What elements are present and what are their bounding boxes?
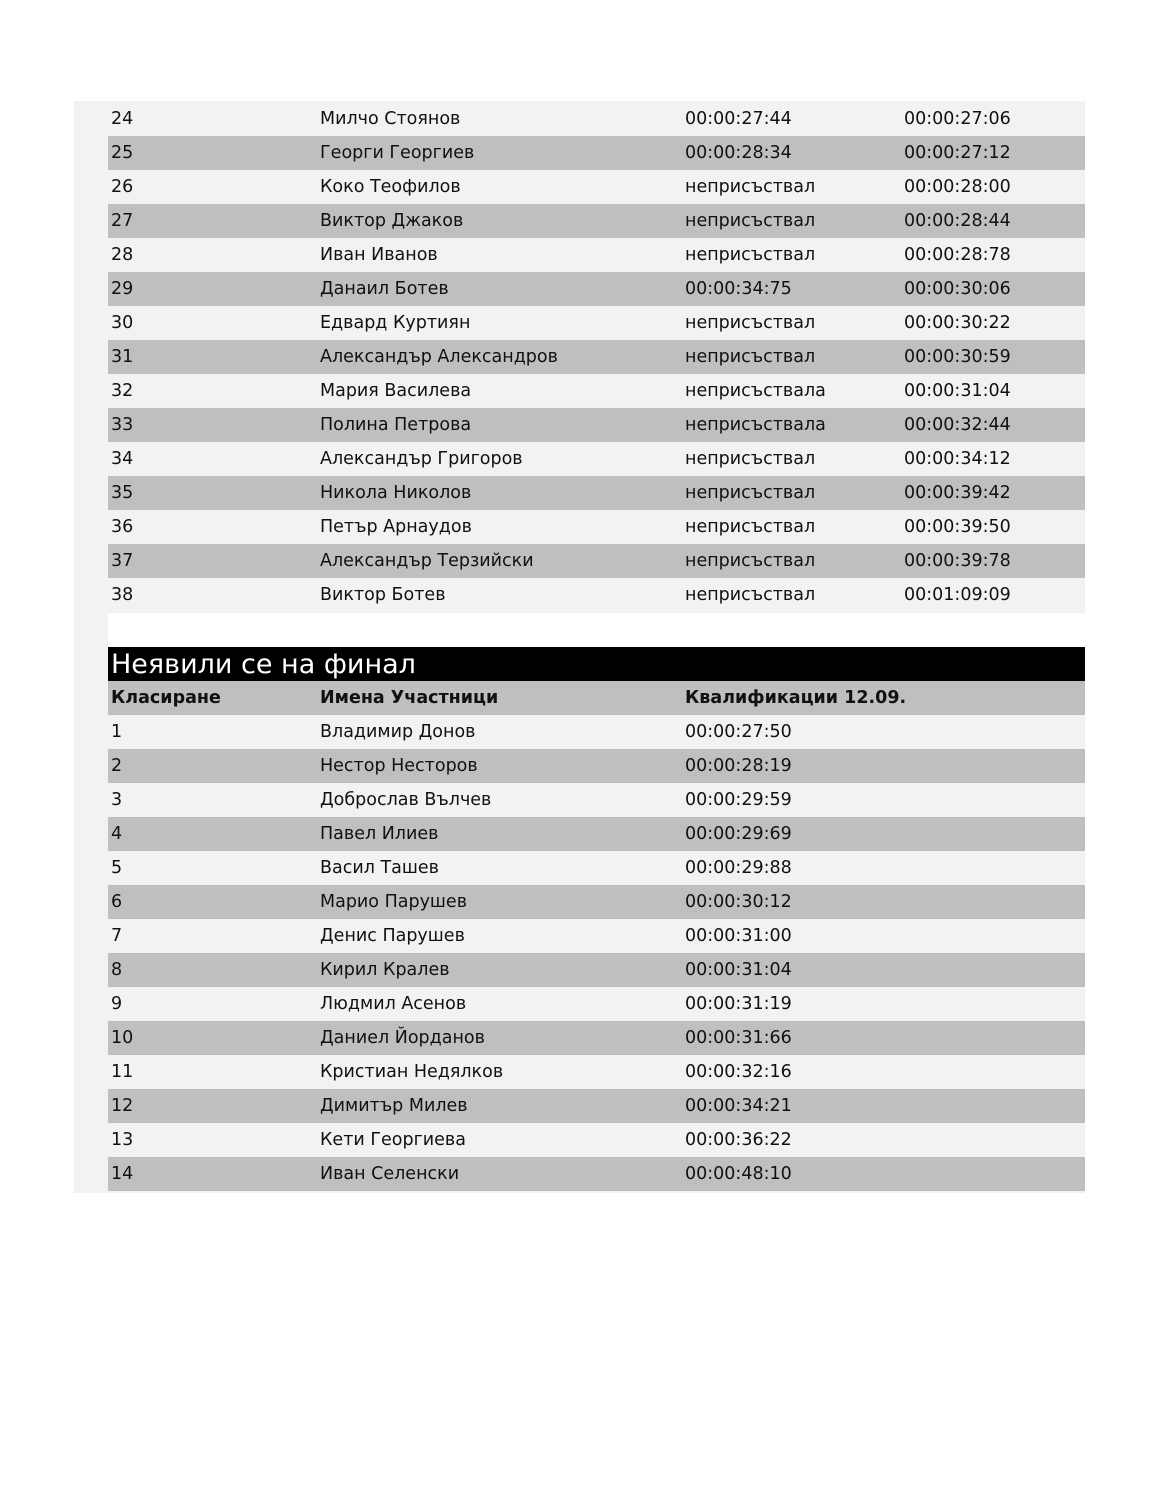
table-row (108, 102, 1085, 136)
rank-cell: 28 (111, 245, 134, 265)
final-time-cell: 00:00:34:12 (904, 449, 1011, 469)
name-cell: Людмил Асенов (320, 994, 467, 1014)
name-cell: Мария Василева (320, 381, 472, 401)
final-time-cell: 00:00:28:44 (904, 211, 1011, 231)
name-cell: Никола Николов (320, 483, 472, 503)
section-title-bar (108, 647, 1085, 681)
no-show-rows (108, 715, 1085, 1191)
final-time-cell: 00:00:28:00 (904, 177, 1011, 197)
rank-cell: 24 (111, 109, 134, 129)
qualification-cell: 00:00:27:50 (685, 722, 792, 742)
table-row (108, 817, 1085, 851)
final-time-cell: 00:00:32:44 (904, 415, 1011, 435)
rank-cell: 37 (111, 551, 134, 571)
name-cell: Иван Селенски (320, 1164, 460, 1184)
qualification-cell: 00:00:31:04 (685, 960, 792, 980)
name-cell: Васил Ташев (320, 858, 439, 878)
name-cell: Виктор Ботев (320, 585, 446, 605)
name-cell: Александър Терзийски (320, 551, 534, 571)
rank-cell: 14 (111, 1164, 134, 1184)
table-row (108, 306, 1085, 340)
table-row (108, 1055, 1085, 1089)
table-row (108, 851, 1085, 885)
rank-cell: 2 (111, 756, 123, 776)
name-cell: Доброслав Вълчев (320, 790, 492, 810)
final-time-cell: 00:00:39:42 (904, 483, 1011, 503)
section-spacer (108, 613, 1085, 647)
table-row (108, 340, 1085, 374)
no-show-table (108, 681, 1085, 1191)
table-row (108, 953, 1085, 987)
final-time-cell: 00:00:30:06 (904, 279, 1011, 299)
name-cell: Павел Илиев (320, 824, 439, 844)
rank-cell: 31 (111, 347, 134, 367)
table-row (108, 885, 1085, 919)
name-cell: Александър Александров (320, 347, 558, 367)
qualification-cell: 00:00:28:34 (685, 143, 792, 163)
name-cell: Денис Парушев (320, 926, 465, 946)
table-row (108, 919, 1085, 953)
header-name: Имена Участници (320, 688, 499, 708)
name-cell: Петър Арнаудов (320, 517, 472, 537)
qualification-cell: неприсъствал (685, 211, 816, 231)
name-cell: Данаил Ботев (320, 279, 449, 299)
table-row (108, 1021, 1085, 1055)
qualification-cell: 00:00:28:19 (685, 756, 792, 776)
rank-cell: 13 (111, 1130, 134, 1150)
rank-cell: 25 (111, 143, 134, 163)
rank-cell: 1 (111, 722, 123, 742)
name-cell: Кристиан Недялков (320, 1062, 504, 1082)
qualification-cell: 00:00:34:75 (685, 279, 792, 299)
name-cell: Георги Георгиев (320, 143, 475, 163)
qualification-cell: 00:00:34:21 (685, 1096, 792, 1116)
qualification-cell: неприсъствал (685, 347, 816, 367)
rank-cell: 34 (111, 449, 134, 469)
table-row (108, 476, 1085, 510)
rank-cell: 35 (111, 483, 134, 503)
name-cell: Нестор Несторов (320, 756, 478, 776)
name-cell: Милчо Стоянов (320, 109, 461, 129)
header-rank: Класиране (111, 688, 221, 708)
qualification-cell: 00:00:29:59 (685, 790, 792, 810)
no-show-section-title: Неявили се на финал (111, 649, 416, 680)
table-row (108, 170, 1085, 204)
rank-cell: 9 (111, 994, 123, 1014)
qualification-cell: неприсъствал (685, 177, 816, 197)
final-time-cell: 00:00:39:50 (904, 517, 1011, 537)
qualification-cell: 00:00:29:69 (685, 824, 792, 844)
rank-cell: 29 (111, 279, 134, 299)
name-cell: Александър Григоров (320, 449, 523, 469)
qualification-cell: неприсъствал (685, 245, 816, 265)
qualification-cell: 00:00:30:12 (685, 892, 792, 912)
name-cell: Иван Иванов (320, 245, 438, 265)
final-time-cell: 00:00:39:78 (904, 551, 1011, 571)
table-row (108, 749, 1085, 783)
name-cell: Полина Петрова (320, 415, 472, 435)
table-row (108, 374, 1085, 408)
qualification-cell: 00:00:31:19 (685, 994, 792, 1014)
rank-cell: 6 (111, 892, 123, 912)
name-cell: Марио Парушев (320, 892, 468, 912)
qualification-cell: неприсъствал (685, 517, 816, 537)
rank-cell: 5 (111, 858, 123, 878)
rank-cell: 27 (111, 211, 134, 231)
table-row (108, 1157, 1085, 1191)
final-time-cell: 00:00:28:78 (904, 245, 1011, 265)
qualification-cell: 00:00:27:44 (685, 109, 792, 129)
name-cell: Виктор Джаков (320, 211, 464, 231)
qualification-cell: неприсъствала (685, 381, 826, 401)
table-row (108, 272, 1085, 306)
final-time-cell: 00:00:30:59 (904, 347, 1011, 367)
rank-cell: 32 (111, 381, 134, 401)
rank-cell: 26 (111, 177, 134, 197)
name-cell: Димитър Милев (320, 1096, 468, 1116)
table-row (108, 1089, 1085, 1123)
final-time-cell: 00:00:27:06 (904, 109, 1011, 129)
table-row (108, 578, 1085, 612)
qualification-cell: 00:00:31:66 (685, 1028, 792, 1048)
results-table (108, 102, 1085, 612)
qualification-cell: неприсъствал (685, 449, 816, 469)
rank-cell: 8 (111, 960, 123, 980)
final-time-cell: 00:00:31:04 (904, 381, 1011, 401)
rank-cell: 11 (111, 1062, 134, 1082)
qualification-cell: 00:00:36:22 (685, 1130, 792, 1150)
rank-cell: 12 (111, 1096, 134, 1116)
qualification-cell: 00:00:29:88 (685, 858, 792, 878)
table-row (108, 1123, 1085, 1157)
name-cell: Кирил Кралев (320, 960, 450, 980)
table-row (108, 136, 1085, 170)
table-row (108, 238, 1085, 272)
name-cell: Даниел Йорданов (320, 1028, 485, 1048)
rank-cell: 38 (111, 585, 134, 605)
rank-cell: 7 (111, 926, 123, 946)
final-time-cell: 00:01:09:09 (904, 585, 1011, 605)
name-cell: Коко Теофилов (320, 177, 461, 197)
qualification-cell: неприсъствал (685, 551, 816, 571)
rank-cell: 4 (111, 824, 123, 844)
table-row (108, 204, 1085, 238)
rank-cell: 10 (111, 1028, 134, 1048)
rank-cell: 33 (111, 415, 134, 435)
table-row (108, 544, 1085, 578)
name-cell: Кети Георгиева (320, 1130, 466, 1150)
rank-cell: 3 (111, 790, 123, 810)
table-row (108, 510, 1085, 544)
rank-cell: 30 (111, 313, 134, 333)
qualification-cell: 00:00:31:00 (685, 926, 792, 946)
table-row (108, 783, 1085, 817)
table-row (108, 442, 1085, 476)
name-cell: Едвард Куртиян (320, 313, 471, 333)
table-row (108, 408, 1085, 442)
table-row (108, 715, 1085, 749)
qualification-cell: 00:00:48:10 (685, 1164, 792, 1184)
table-header-row (108, 681, 1085, 715)
qualification-cell: 00:00:32:16 (685, 1062, 792, 1082)
final-time-cell: 00:00:30:22 (904, 313, 1011, 333)
table-row (108, 987, 1085, 1021)
header-qualification: Квалификации 12.09. (685, 688, 907, 708)
qualification-cell: неприсъствал (685, 313, 816, 333)
final-time-cell: 00:00:27:12 (904, 143, 1011, 163)
qualification-cell: неприсъствал (685, 483, 816, 503)
rank-cell: 36 (111, 517, 134, 537)
qualification-cell: неприсъствала (685, 415, 826, 435)
qualification-cell: неприсъствал (685, 585, 816, 605)
name-cell: Владимир Донов (320, 722, 476, 742)
